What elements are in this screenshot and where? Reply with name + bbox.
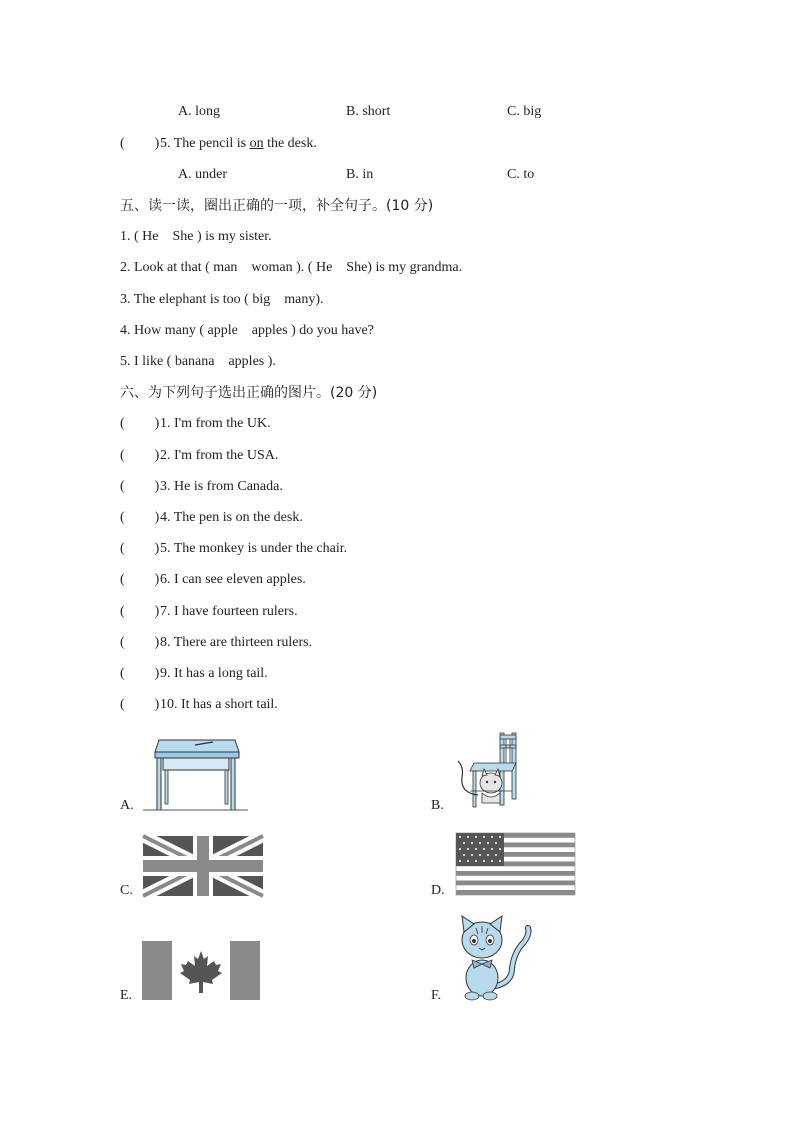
section5-heading: 五、读一读，圈出正确的一项，补全句子。(10 分) xyxy=(120,198,434,214)
q4-option-a: A. long xyxy=(178,104,220,119)
section6-item xyxy=(120,447,278,465)
section6-item xyxy=(120,478,283,496)
section5-item: 3. The elephant is too ( big many). xyxy=(120,292,324,307)
section6-item xyxy=(120,603,298,621)
cat-icon xyxy=(452,916,534,1000)
picture-label-f: F. xyxy=(431,988,442,1003)
section6-item xyxy=(120,540,347,558)
answer-blank[interactable]: ( ) xyxy=(120,541,160,556)
q4-option-c: C. big xyxy=(507,104,542,119)
section6-item xyxy=(120,509,303,527)
answer-blank[interactable]: ( ) xyxy=(120,448,160,463)
answer-blank[interactable]: ( ) xyxy=(120,666,160,681)
canada-flag-icon xyxy=(142,941,260,1000)
cat-under-chair-icon xyxy=(456,731,522,809)
section6-item-text: 1. I'm from the UK. xyxy=(160,416,271,431)
section6-item-text: 2. I'm from the USA. xyxy=(160,448,279,463)
section5-item: 5. I like ( banana apples ). xyxy=(120,354,276,369)
answer-blank[interactable]: ( ) xyxy=(120,416,160,431)
picture-label-e: E. xyxy=(120,988,133,1003)
section6-heading: 六、为下列句子选出正确的图片。(20 分) xyxy=(120,385,378,401)
section6-item xyxy=(120,415,271,433)
section5-item: 2. Look at that ( man woman ). ( He She) is my grandma. xyxy=(120,260,463,275)
section6-item xyxy=(120,696,278,714)
picture-label-b: B. xyxy=(431,798,444,813)
desk-icon xyxy=(143,738,248,814)
picture-label-a: A. xyxy=(120,798,134,813)
picture-label-c: C. xyxy=(120,883,133,898)
section6-item-text: 5. The monkey is under the chair. xyxy=(160,541,348,556)
section6-item-text: 7. I have fourteen rulers. xyxy=(160,604,298,619)
q5-option-b: B. in xyxy=(346,167,374,182)
section6-item-text: 9. It has a long tail. xyxy=(160,666,268,681)
section6-item-text: 3. He is from Canada. xyxy=(160,479,283,494)
usa-flag-icon xyxy=(456,833,575,895)
answer-blank[interactable]: ( ) xyxy=(120,604,160,619)
answer-blank[interactable]: ( ) xyxy=(120,635,160,650)
section6-item-text: 8. There are thirteen rulers. xyxy=(160,635,313,650)
section5-item: 1. ( He She ) is my sister. xyxy=(120,229,272,244)
answer-blank[interactable]: ( ) xyxy=(120,697,160,712)
section6-item xyxy=(120,665,268,683)
answer-blank[interactable]: ( ) xyxy=(120,479,160,494)
answer-blank[interactable]: ( ) xyxy=(120,572,160,587)
q5-option-a: A. under xyxy=(178,167,227,182)
q5-option-c: C. to xyxy=(507,167,535,182)
section6-item xyxy=(120,634,312,652)
section6-item-text: 4. The pen is on the desk. xyxy=(160,510,303,525)
uk-flag-icon xyxy=(143,836,263,896)
q5-question: ( )5. The pencil is on the desk. xyxy=(120,136,317,151)
q4-option-b: B. short xyxy=(346,104,391,119)
answer-blank[interactable]: ( ) xyxy=(120,510,160,525)
picture-label-d: D. xyxy=(431,883,445,898)
section5-item: 4. How many ( apple apples ) do you have? xyxy=(120,323,374,338)
section6-item-text: 6. I can see eleven apples. xyxy=(160,572,306,587)
section6-item xyxy=(120,571,306,589)
section6-item-text: 10. It has a short tail. xyxy=(160,697,278,712)
